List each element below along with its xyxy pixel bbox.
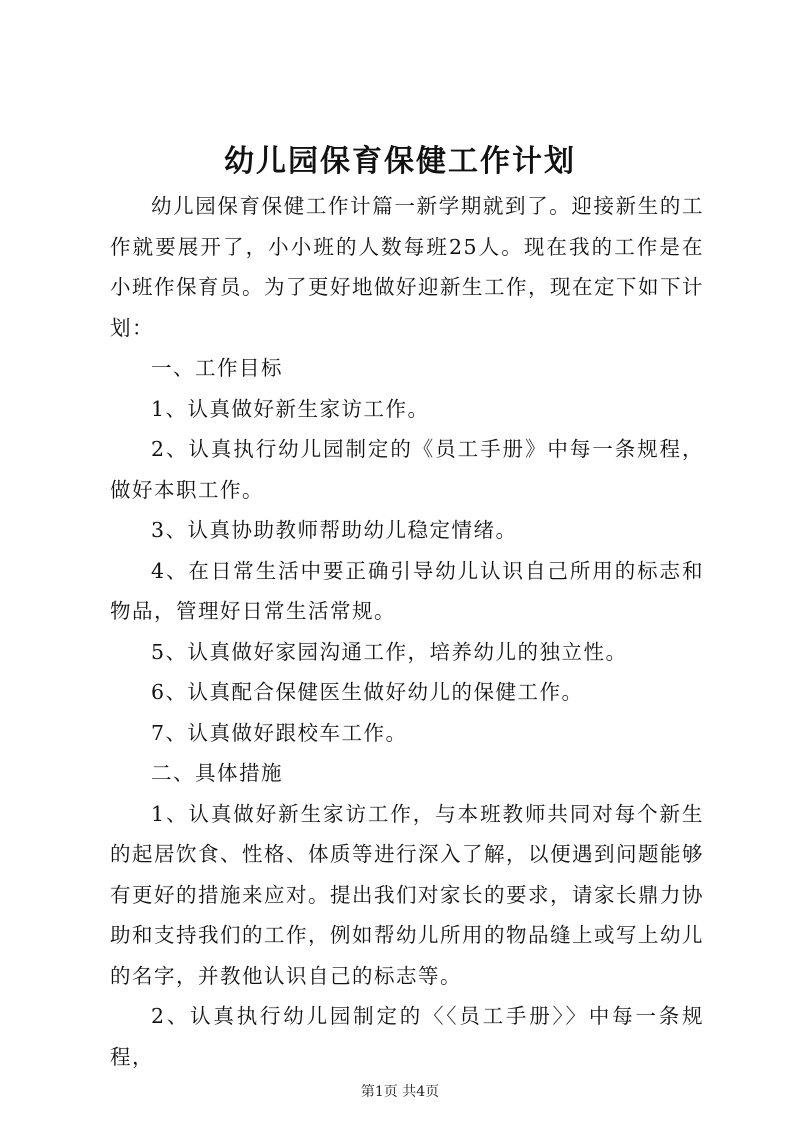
goal-item-3: 3、认真协助教师帮助幼儿稳定情绪。 bbox=[151, 518, 518, 542]
goal-item-7: 7、认真做好跟校车工作。 bbox=[151, 720, 408, 745]
goal-item-5: 5、认真做好家园沟通工作，培养幼儿的独立性。 bbox=[151, 639, 628, 664]
measure-item-1: 1、认真做好新生家访工作，与本班教师共同对每个新生的起居饮食、性格、体质等进行深入了解，以便遇到问题能够有更好的措施来应对。提出我们对家长的要求，请家长鼎力协助和支持我们的工作，例如帮幼儿所用的物品缝上或写上幼儿的名字，并教他认识自己的标志等。 bbox=[110, 801, 704, 988]
goal-item-1: 1、认真做好新生家访工作。 bbox=[151, 396, 430, 421]
document-title: 幼儿园保育保健工作计划 bbox=[224, 144, 576, 179]
measure-item-2: 2、认真执行幼儿园制定的〈〈员工手册〉〉中每一条规程， bbox=[110, 1004, 704, 1069]
goal-item-6: 6、认真配合保健医生做好幼儿的保健工作。 bbox=[151, 680, 584, 704]
page-number-footer: 第1页 共4页 bbox=[360, 1084, 440, 1100]
section-heading-measures: 二、具体措施 bbox=[151, 761, 283, 785]
document-body bbox=[110, 186, 704, 1077]
goal-item-2: 2、认真执行幼儿园制定的《员工手册》中每一条规程，做好本职工作。 bbox=[110, 437, 704, 502]
goal-item-4: 4、在日常生活中要正确引导幼儿认识自己所用的标志和物品，管理好日常生活常规。 bbox=[110, 558, 704, 623]
section-heading-goals: 一、工作目标 bbox=[151, 356, 283, 380]
paragraph-intro: 幼儿园保育保健工作计篇一新学期就到了。迎接新生的工作就要展开了，小小班的人数每班25人。现在我的工作是在小班作保育员。为了更好地做好迎新生工作，现在定下如下计划： bbox=[110, 194, 704, 340]
